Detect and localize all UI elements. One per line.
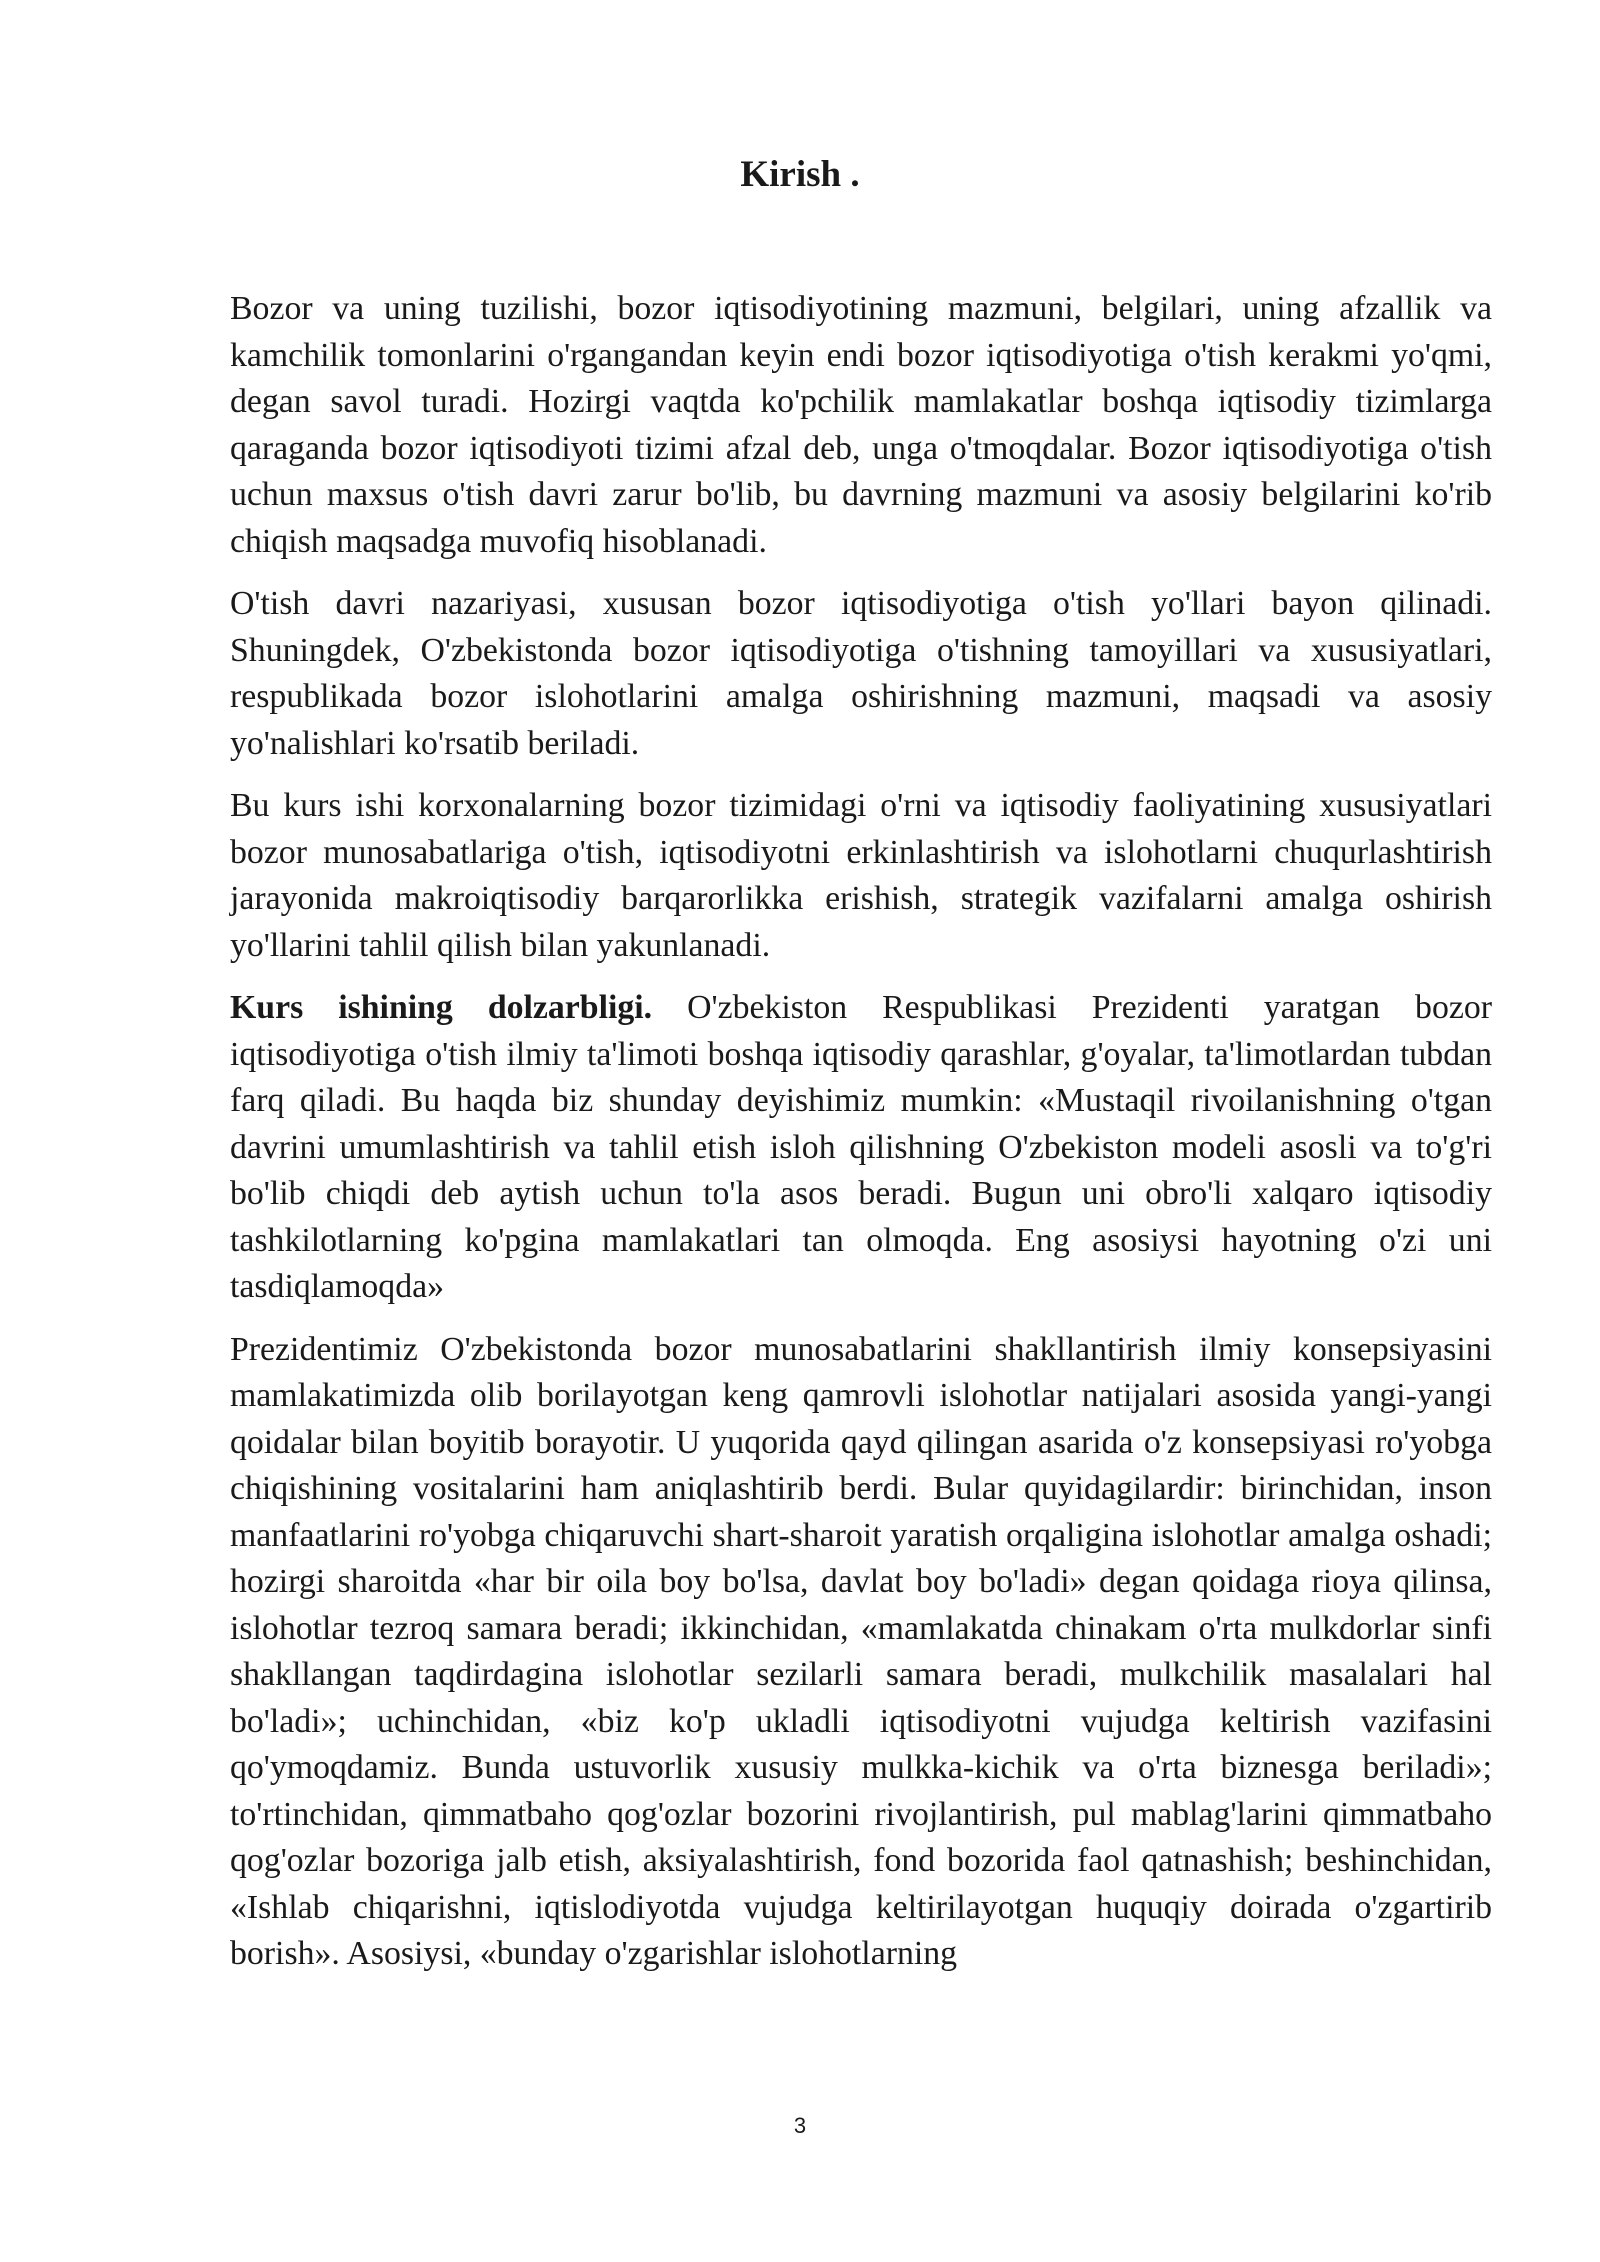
page-title: Kirish . <box>740 154 860 195</box>
document-body <box>230 286 1492 1994</box>
paragraph-president-concept <box>230 1327 1492 1978</box>
paragraph-text: Bu kurs ishi korxonalarning bozor tizimidagi o'rni va iqtisodiy faoliyatining xususiyatlari bozor munosabatlariga o'tish, iqtisodiyotni erkinlashtirish va islohotlarni chuqurlashtirish jarayonida makroiqtisodiy barqarorlikka erishish, strategik vazifalarni amalga oshirish yo'llarini tahlil qilish bilan yakunlanadi. <box>230 787 1492 964</box>
paragraph-transition-theory <box>230 581 1492 767</box>
page-number: 3 <box>793 2113 807 2138</box>
paragraph-text: Bozor va uning tuzilishi, bozor iqtisodiyotining mazmuni, belgilari, uning afzallik va kamchilik tomonlarini o'rgangandan keyin endi bozor iqtisodiyotiga o'tish kerakmi yo'qmi, degan savol turadi. Hozirgi vaqtda ko'pchilik mamlakatlar boshqa iqtisodiy tizimlarga qaraganda bozor iqtisodiyoti tizimi afzal deb, unga o'tmoqdalar. Bozor iqtisodiyotiga o'tish uchun maxsus o'tish davri zarur bo'lib, bu davrning mazmuni va asosiy belgilarini ko'rib chiqish maqsadga muvofiq hisoblanadi. <box>230 290 1492 560</box>
relevance-heading: Kurs ishining dolzarbligi. <box>230 989 653 1026</box>
paragraph-text: O'zbekiston Respublikasi Prezidenti yaratgan bozor iqtisodiyotiga o'tish ilmiy ta'limoti boshqa iqtisodiy qarashlar, g'oyalar, ta'limotlardan tubdan farq qiladi. Bu haqda biz shunday deyishimiz mumkin: «Mustaqil rivoilanishning o'tgan davrini umumlashtirish va tahlil etish isloh qilishning O'zbekiston modeli asosli va to'g'ri bo'lib chiqdi deb aytish uchun to'la asos beradi. Bugun uni obro'li xalqaro iqtisodiy tashkilotlarning ko'pgina mamlakatlari tan olmoqda. Eng asosiysi hayotning o'zi uni tasdiqlamoqda» <box>230 989 1492 1305</box>
paragraph-intro <box>230 286 1492 565</box>
paragraph-text: Prezidentimiz O'zbekistonda bozor munosabatlarini shakllantirish ilmiy konsepsiyasini mamlakatimizda olib borilayotgan keng qamrovli islohotlar natijalari asosida yangi-yangi qoidalar bilan boyitib borayotir. U yuqorida qayd qilingan asarida o'z konsepsiyasi ro'yobga chiqishining vositalarini ham aniqlashtirib berdi. Bular quyidagilardir: birinchidan, inson manfaatlarini ro'yobga chiqaruvchi shart-sharoit yaratish orqaligina islohotlar amalga oshadi; hozirgi sharoitda «har bir oila boy bo'lsa, davlat boy bo'ladi» degan qoidaga rioya qilinsa, islohotlar tezroq samara beradi; ikkinchidan, «mamlakatda chinakam o'rta mulkdorlar sinfi shakllangan taqdirdagina islohotlar sezilarli samara beradi, mulkchilik masalalari hal bo'ladi»; uchinchidan, «biz ko'p ukladli iqtisodiyotni vujudga keltirish vazifasini qo'ymoqdamiz. Bunda ustuvorlik xususiy mulkka-kichik va o'rta biznesga beriladi»; to'rtinchidan, qimmatbaho qog'ozlar bozorini rivojlantirish, pul mablag'larini qimmatbaho qog'ozlar bozoriga jalb etish, aksiyalashtirish, fond bozorida faol qatnashish; beshinchidan, «Ishlab chiqarishni, iqtislodiyotda vujudga keltirilayotgan huquqiy doirada o'zgartirib borish». Asosiysi, «bunday o'zgarishlar islohotlarning <box>230 1330 1492 1972</box>
paragraph-course-summary <box>230 783 1492 969</box>
paragraph-relevance <box>230 985 1492 1311</box>
paragraph-text: O'tish davri nazariyasi, xususan bozor iqtisodiyotiga o'tish yo'llari bayon qilinadi. Shuningdek, O'zbekistonda bozor iqtisodiyotiga o'tishning tamoyillari va xususiyatlari, respublikada bozor islohotlarini amalga oshirishning mazmuni, maqsadi va asosiy yo'nalishlari ko'rsatib beriladi. <box>230 585 1492 762</box>
